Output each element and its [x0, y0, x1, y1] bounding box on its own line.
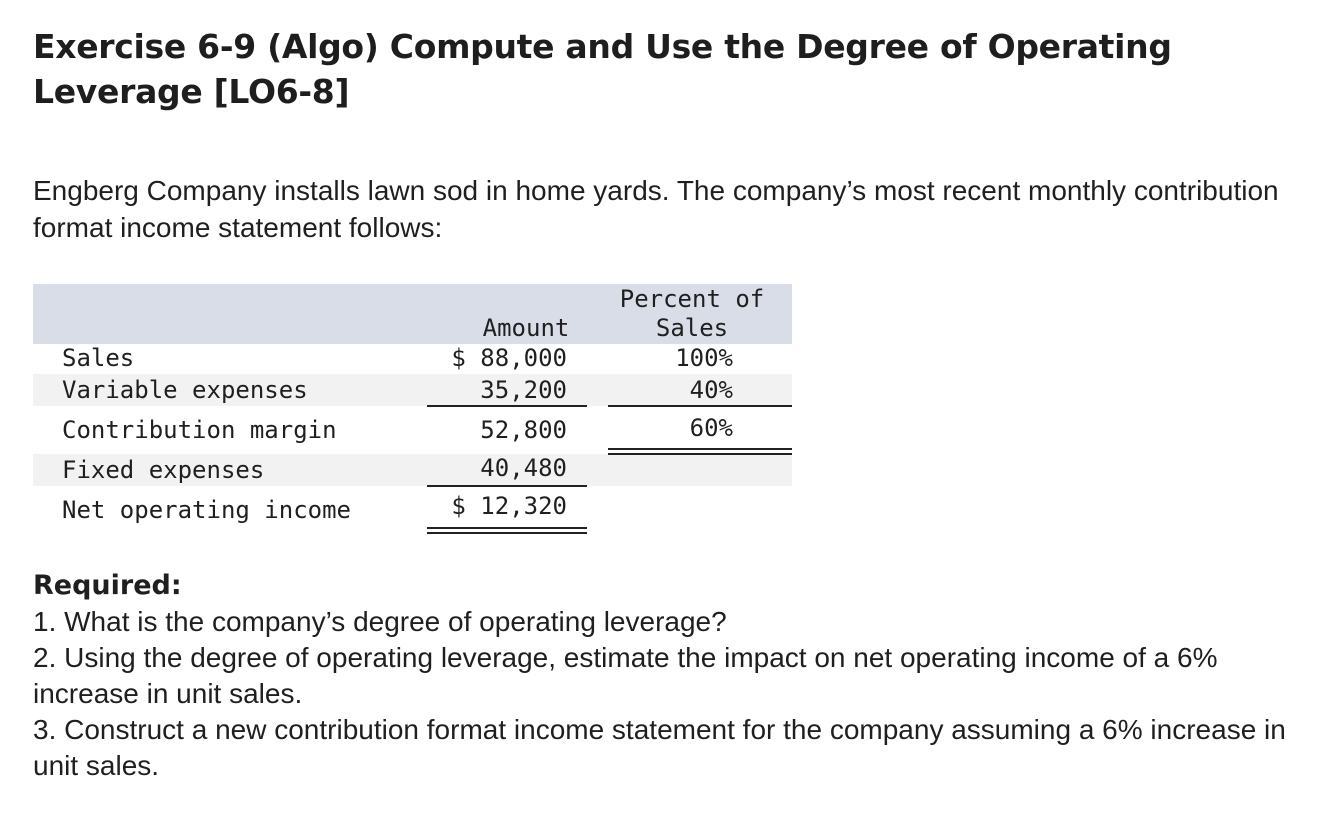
- row-amount-fixed-expenses: 40,480: [480, 454, 567, 482]
- income-statement-table: [33, 284, 793, 540]
- row-amount-variable-expenses: 35,200: [480, 376, 567, 404]
- exercise-title: Exercise 6-9 (Algo) Compute and Use the Degree of Operating Leverage [LO6-8]: [33, 27, 1172, 111]
- row-percent-contribution-margin: 60%: [689, 414, 733, 442]
- required-section: [33, 568, 1323, 784]
- required-item-2: 2. Using the degree of operating leverage, estimate the impact on net operating income of a 6% increase in unit sales.: [33, 642, 1218, 709]
- required-label: Required:: [33, 570, 182, 601]
- required-item-1: 1. What is the company’s degree of operating leverage?: [33, 606, 727, 637]
- header-percent-line2: Sales: [655, 314, 729, 342]
- row-label-sales: Sales: [62, 344, 135, 372]
- row-percent-sales: 100%: [675, 344, 733, 372]
- row-amount-contribution-margin: 52,800: [480, 416, 567, 444]
- row-percent-variable-expenses: 40%: [689, 376, 733, 404]
- subtotal-rule-amount: [427, 405, 587, 407]
- row-label-variable-expenses: Variable expenses: [62, 376, 308, 404]
- double-rule-percent: [608, 448, 792, 455]
- subtotal-rule-fixed: [427, 485, 587, 487]
- subtotal-rule-percent: [608, 405, 792, 407]
- header-amount: Amount: [482, 314, 570, 342]
- double-rule-net-income: [427, 527, 587, 534]
- row-amount-sales: $ 88,000: [451, 344, 567, 372]
- row-amount-net-operating-income: $ 12,320: [451, 492, 567, 520]
- row-label-contribution-margin: Contribution margin: [62, 416, 337, 444]
- intro-paragraph: Engberg Company installs lawn sod in home yards. The company’s most recent monthly contribution format income statement follows:: [33, 175, 1279, 243]
- row-label-fixed-expenses: Fixed expenses: [62, 456, 265, 484]
- required-item-3: 3. Construct a new contribution format income statement for the company assuming a 6% increase in unit sales.: [33, 714, 1286, 781]
- row-label-net-operating-income: Net operating income: [62, 496, 351, 524]
- header-percent-line1: Percent of: [619, 285, 765, 313]
